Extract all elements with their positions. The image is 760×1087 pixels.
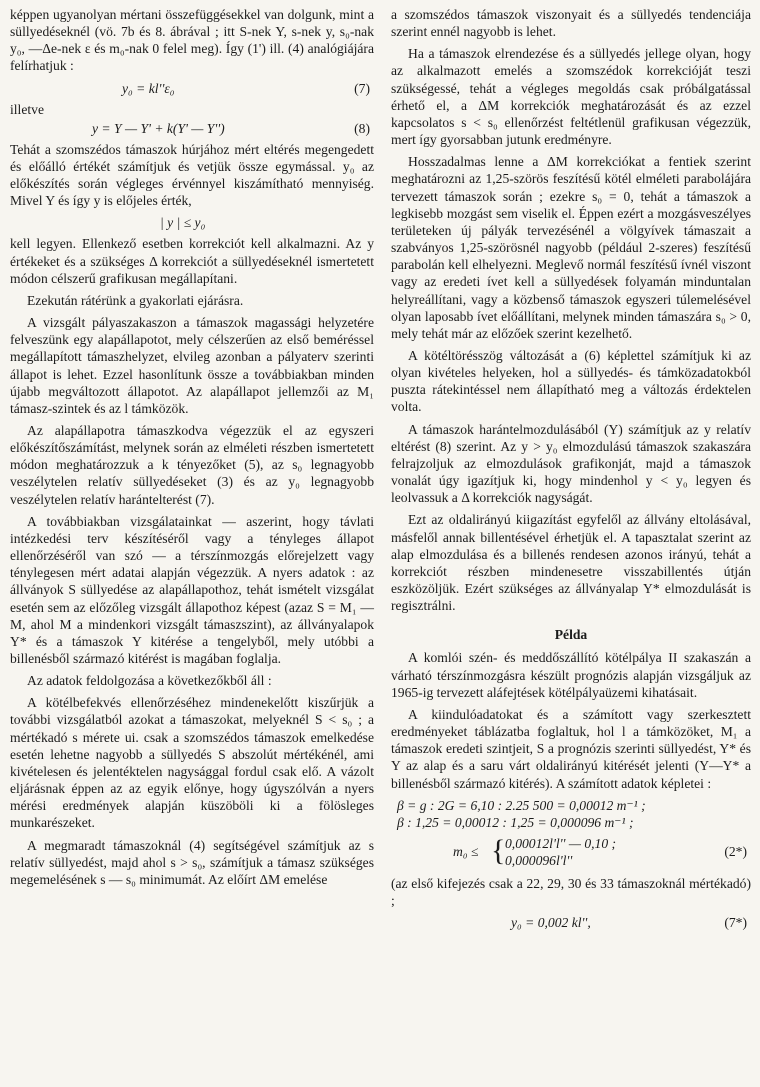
left-column [10,6,374,893]
paragraph: a szomszédos támaszok viszonyait és a süllyedés tendenciája szerint ennél nagyobb is lehet. [391,7,751,40]
paragraph: A kiindulóadatokat és a számított vagy szerkesztett eredményeket táblázatba foglaltuk, hol l a támközöket, M₁ a támaszok eredeti szintjeit, S a prognózis szerinti süllyedést, Y* és Y az alap és a saru várt oldalirányú kitérését jelenti (Y—Y* a billenésből származó kitérés). A számított adatok képletei : [391,706,751,791]
equation-expression: y₀ = kl''ε₀ [122,80,175,96]
paragraph: illetve [10,101,44,117]
inequality [10,214,374,232]
equation-expression: y = Y — Y' + k(Y' — Y'') [92,120,225,136]
paragraph: Az alapállapotra támaszkodva végezzük el az egyszeri előkészítőszámítást, melynek során az elméleti részben ismertetett módon meghatározzuk a k tényezőket (5), az s₀ legnagyobb veszélytelen relatív süllyedéseket (3) és az y₀ legnagyobb veszélytelen relatív harántelterést (7). [10,422,374,507]
paragraph: kell legyen. Ellenkező esetben korrekciót kell alkalmazni. Az y értékeket és a szükséges Δ korrekciót a süllyedéseknél ismertetett módon célszerű grafikusan megállapítani. [10,236,374,286]
equation-case: 0,00012l'l'' — 0,10 ; [505,835,617,851]
paragraph: A kötélbefekvés ellenőrzéséhez mindenekelőtt kiszűrjük a további vizsgálatból azokat a támaszokat, melyeknél S < s₀ ; a mértékadó s mérete ui. csak a szomszédos támaszok emelkedése esetén lehetne nagyobb a süllyedés S abszolút mértékénél, ami kivételesen és jelentéktelen nagysággal fordul csak elő. A vázolt eljárásnak éppen az az egyik előnye, hogy úgyszólván a nyers mérési eredmények alapján küszöböli ki a fölösleges munkarészeket. [10,695,374,831]
paragraph: Ha a támaszok elrendezése és a süllyedés jellege olyan, hogy az alkalmazott emelés a szomszédok korrekcióját teszi szükségessé, tehát a végleges megoldás csak próbálgatással érhető el, a ΔM korrekciók meghatározását és az ezzel kapcsolatos s < s₀ ellenőrzést feltétlenül grafikusan végezzük, mert így gyorsabban jutunk eredményre. [391,46,751,148]
paragraph: A komlói szén- és meddőszállító kötélpálya II szakaszán a várható térszínmozgásra készült prognózis alapján vizsgáljuk az 1965-ig tervezett aláfejtések kötélpályaüzemi kihatásait. [391,650,751,700]
paragraph: A továbbiakban vizsgálatainkat — aszerint, hogy távlati intézkedési terv készítéséről vagy a tényleges állapot ellenőrzéséről van szó — a térszínmozgás előrejelzett vagy ténylegesen mért adatai alapján végezzük. A nyers adatok : az állványok S süllyedése az alapállapothoz, tehát ismételt vizsgálat esetén sem az előzőleg vizsgált állapothoz képest (azaz S = M₁ — M, ahol M a mindenkori vizsgált támaszszint), az állványalapok Y* és a támaszok Y kitérése a tengelyből, mely utóbbi a billenésből származó kitérést is magában foglalja. [10,513,374,666]
paragraph: Az adatok feldolgozása a következőkből áll : [27,673,272,689]
equation-case: 0,000096l'l'' [505,852,573,868]
equation-number: (8) [354,120,370,136]
brace-symbol: { [491,833,506,867]
section-heading: Példa [554,627,588,643]
paragraph: A vizsgált pályaszakaszon a támaszok magassági helyzetére felveszünk egy alapállapotot, mely célszerűen az első beméréssel megállapított támaszhelyzet, elvileg azonban a pályaterv szerinti állapot is lehet. Ezzel hasonlítunk össze a továbbiakban minden újabb megváltozott állapotot. Az alapállapot jellemzői az M₁ támasz-szintek és az l támközök. [10,315,374,416]
equation-8 [10,120,374,138]
formula-line: β : 1,25 = 0,00012 : 1,25 = 0,000096 m⁻¹ ; [397,814,634,830]
paragraph: Ezt az oldalirányú kiigazítást egyfelől az állvány eltolásával, másfelől annak billentésével érhetjük el. A tapasztalat szerint az alap elmozdulása és a billenés rendesen azonos irányú, tehát a korrekciót részben mindenesetre visszabillentés útján eszközöljük. Ezért szükséges az állványalap Y* elmozdulását is regisztrálni. [391,512,751,614]
equation-expression: | y | ≤ y₀ [160,215,206,231]
paragraph: A megmaradt támaszoknál (4) segítségével számítjuk az s relatív süllyedést, majd ahol s > s₀, számítjuk a támasz szükséges megemelésének s — s₀ minimumát. Az előírt ΔM emelése [10,837,374,887]
paragraph: Tehát a szomszédos támaszok húrjához mért eltérés megengedett és előálló értékét számítjuk és vetjük össze egymással. y₀ az előkészítés során végleges érvénnyel kiszámítható mennyiség. Mivel Y és így y is előjeles érték, [10,141,374,209]
equation-7 [10,80,374,98]
paragraph: A támaszok harántelmozdulásából (Y) számítjuk az y relatív eltérést (8) szerint. Az y > y₀ elmozdulású támaszok szakaszára felrajzoljuk az elmozdulások grafikonját, majd a támaszok vonalát úgy igazítjuk ki, hogy mindenhol y < y₀ legyen és leolvassuk a Δ korrekciók nagyságát. [391,421,751,506]
equation-number: (7*) [724,915,747,931]
equation-lhs: m₀ ≤ [453,843,479,859]
paragraph: (az első kifejezés csak a 22, 29, 30 és 33 támaszoknál mértékadó) ; [391,875,751,908]
paragraph: Hosszadalmas lenne a ΔM korrekciókat a fentiek szerint meghatározni az 1,25-szörös feszítésű kötél elméleti parabolájára tervezett támaszok során ; ezekre s₀ = 0, tehát a támaszok a legkisebb mozgást sem viselik el. Éppen ezért a mozgásveszélyes területeken új pályák tervezésénél a völgyívek támaszait a szabványos 1,25-szörösnél nagyobb (például 2-szeres) feszítésű parabolán kell elhelyezni. Meglevő normál feszítésű ívnél viszont vagy az eredeti ívet kell a süllyedések folyamán minduntalan helyreállítani, vagy a közbenső támaszok egyszeri túlemelésével olyan laposabb ívet előállítani, melynek minden támaszára s₀ > 0, mely tehát már az előzőek szerint kezelhető. [391,154,751,341]
paragraph: Ezekután rátérünk a gyakorlati ejárásra. [27,292,244,308]
equation-expression: y₀ = 0,002 kl'', [511,915,591,931]
formula-block [397,797,751,831]
equation-number: (2*) [724,843,747,859]
equation-2-star [391,835,751,869]
equation-7-star [391,914,751,932]
paragraph: képpen ugyanolyan mértani összefüggésekkel van dolgunk, mint a süllyedéseknél (vö. 7b és 8. ábrával ; itt S-nek Y, s-nek y, s₀-nak y₀, —Δe-nek ε és m₀-nak 0 felel meg). Így (1') ill. (4) analógiájára felírhatjuk : [10,7,374,74]
right-column [391,6,751,935]
equation-number: (7) [354,80,370,96]
formula-line: β = g : 2G = 6,10 : 2.25 500 = 0,00012 m⁻¹ ; [397,797,646,813]
paragraph: A kötéltörésszög változását a (6) képlettel számítjuk ki az olyan kivételes helyeken, hol a süllyedés- és támközadatokból puszta rátekintéssel nem állapítható meg a változás érdektelen volta. [391,347,751,415]
